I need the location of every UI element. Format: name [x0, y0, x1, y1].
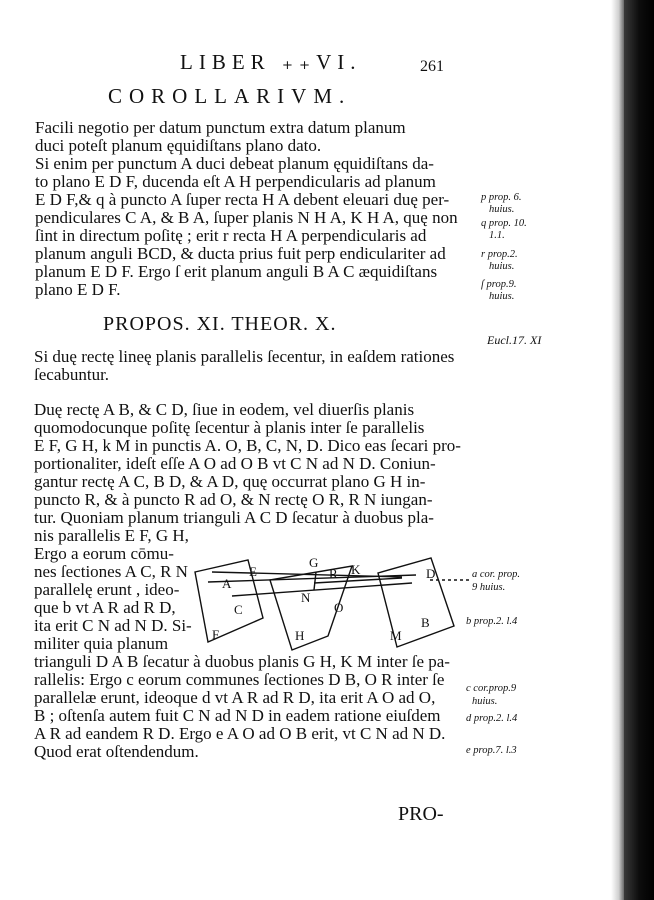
corollary-line: E D F,& q à puncto A ſuper recta H A debent eleuari duę per-	[35, 190, 450, 209]
proof-line-narrow: Ergo a eorum cōmu-	[34, 544, 174, 563]
line-cd	[232, 583, 412, 596]
page-number: 261	[420, 58, 444, 75]
proof-line: gantur rectę A C, B D, & A D, quę occurrat plano G H in-	[34, 472, 426, 491]
label-c: C	[234, 602, 243, 617]
corollary-line: duci poteſt planum ęquidiſtans plano dato.	[35, 136, 322, 155]
label-r: R	[329, 566, 338, 581]
margin-note: e prop.7. l.3	[466, 745, 517, 756]
corollary-line: ſint in directum poſitę ; erit r recta H A perpendicularis ad	[35, 226, 427, 245]
proof-end-line: Quod erat oſtendendum.	[34, 742, 199, 761]
proposition-title: PROPOS. XI. THEOR. X.	[103, 313, 337, 335]
label-f: F	[212, 627, 220, 642]
label-k: K	[351, 562, 361, 577]
margin-note: huius.	[489, 204, 515, 215]
proof-line-narrow: ita erit C N ad N D. Si-	[34, 616, 192, 635]
proof-line: tur. Quoniam planum trianguli A C D ſecatur à duobus pla-	[34, 508, 434, 527]
corollary-line: Si enim per punctum A duci debeat planum ęquidiſtans da-	[35, 154, 434, 173]
margin-note: ſ prop.9.	[481, 279, 517, 290]
margin-note: huius.	[489, 291, 515, 302]
catchword: PRO-	[398, 803, 444, 825]
proof-line-narrow: nes ſectiones A C, R N	[34, 562, 188, 581]
margin-note: b prop.2. l.4	[466, 616, 518, 627]
label-m: M	[390, 628, 402, 643]
margin-note: c cor.prop.9	[466, 683, 517, 694]
line-db	[314, 578, 402, 583]
proof-end-line: B ; oſtenſa autem fuit C N ad N D in eadem ratione eiuſdem	[34, 706, 441, 725]
corollary-line: to plano E D F, ducenda eſt A H perpendicularis ad planum	[35, 172, 436, 191]
proof-line-narrow: parallelę erunt , ideo-	[34, 580, 180, 599]
label-h: H	[295, 628, 305, 643]
corollary-line: planum anguli BCD, & ducta prius fuit perp endiculariter ad	[35, 244, 446, 263]
proof-end-line: rallelis: Ergo c eorum communes ſectiones D B, O R inter ſe	[34, 670, 445, 689]
label-n: N	[301, 590, 311, 605]
proof-line: Duę rectę A B, & C D, ſiue in eodem, vel diuerſis planis	[34, 400, 415, 419]
corollary-line: plano E D F.	[35, 280, 121, 299]
proof-line: portionaliter, ideſt eſſe A O ad O B vt C N ad N D. Coniun-	[34, 454, 436, 473]
margin-note: 1.1.	[489, 230, 505, 241]
corollary-title: COROLLARIVM.	[108, 84, 352, 108]
proof-line-narrow: militer quia planum	[34, 634, 169, 653]
label-e: E	[249, 564, 257, 579]
corollary-line: planum E D F. Ergo ſ erit planum anguli B A C æquidiſtans	[35, 262, 438, 281]
label-a: A	[222, 576, 232, 591]
enunciation-line: ſecabuntur.	[34, 365, 110, 384]
enunciation-line: Si duę rectę lineę planis parallelis ſecentur, in eaſdem rationes	[34, 347, 455, 366]
running-head: LIBER ₊₊VI.	[180, 50, 362, 74]
proof-line-narrow: que b vt A R ad R D,	[34, 598, 176, 617]
proof-line: quomodocunque poſitę ſecentur à planis inter ſe parallelis	[34, 418, 425, 437]
proof-line: nis parallelis E F, G H,	[34, 526, 189, 545]
label-d: D	[426, 566, 436, 581]
label-g: G	[309, 555, 319, 570]
margin-note: p prop. 6.	[481, 192, 522, 203]
margin-note: a cor. prop.	[472, 569, 521, 580]
proof-end-line: parallelæ erunt, ideoque d vt A R ad R D, ita erit A O ad O,	[34, 688, 436, 707]
proof-end-line: trianguli D A B ſecatur à duobus planis G H, K M inter ſe pa-	[34, 652, 450, 671]
margin-note: r prop.2.	[481, 249, 518, 260]
margin-note: d prop.2. l.4	[466, 713, 518, 724]
margin-note-euclid: Eucl.17. XI	[487, 333, 542, 347]
corollary-line: pendiculares C A, & B A, ſuper planis N H A, K H A, quę non	[35, 208, 458, 227]
proof-line: E F, G H, k M in punctis A. O, B, C, N, D. Dico eas ſecari pro-	[34, 436, 461, 455]
margin-note: 9 huius.	[472, 582, 506, 593]
margin-note: q prop. 10.	[481, 218, 527, 229]
proof-end-line: A R ad eandem R D. Ergo e A O ad O B erit, vt C N ad N D.	[34, 724, 446, 743]
margin-note: huius.	[472, 696, 498, 707]
label-b: B	[421, 615, 430, 630]
corollary-line: Facili negotio per datum punctum extra datum planum	[35, 118, 406, 137]
margin-note: huius.	[489, 261, 515, 272]
proof-line: puncto R, & à puncto R ad O, & N rectę O R, R N iungan-	[34, 490, 433, 509]
label-o: O	[334, 600, 344, 615]
